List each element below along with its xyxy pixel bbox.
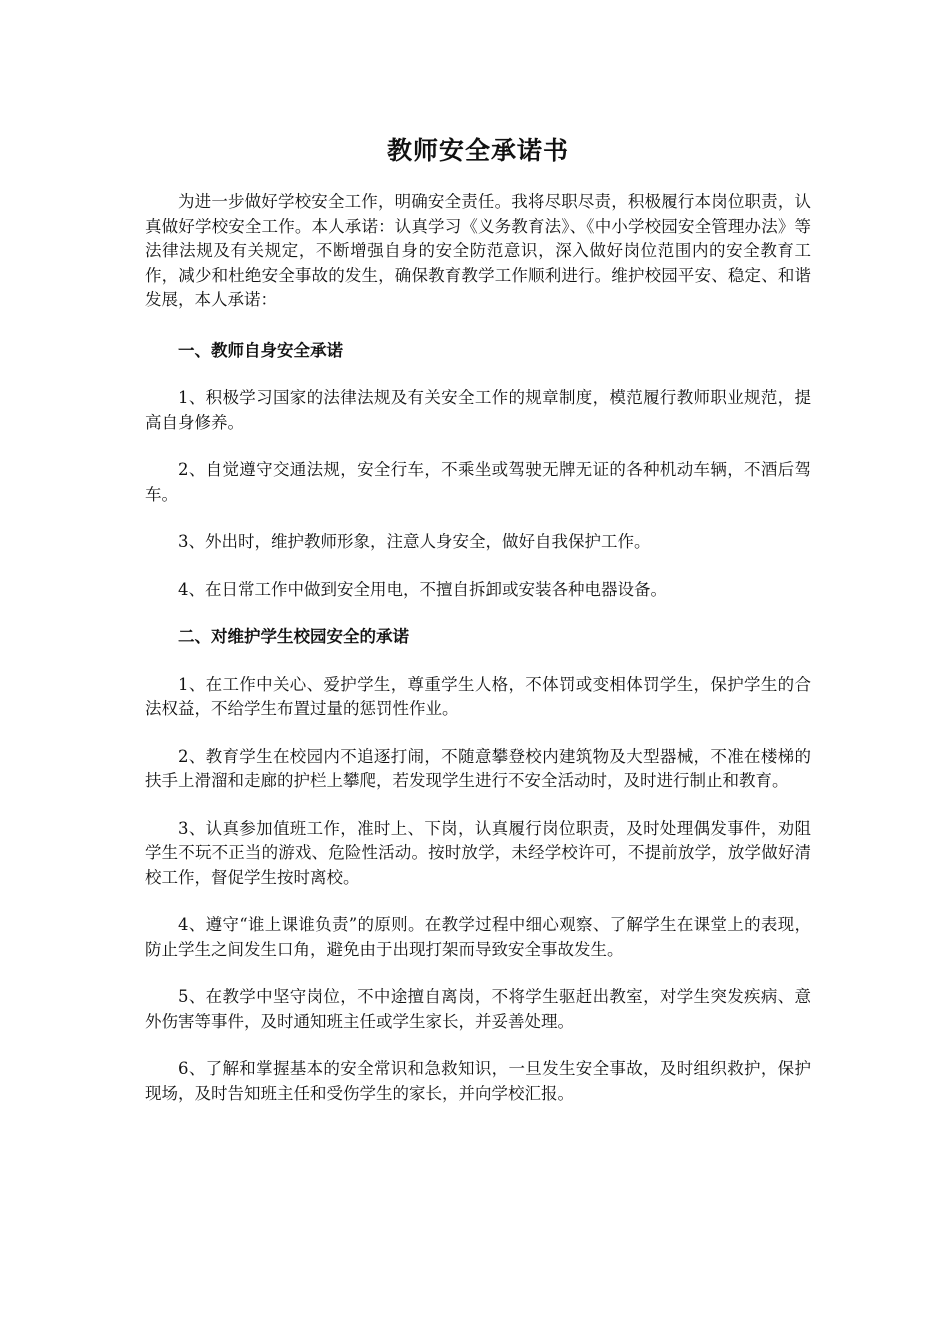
section-heading: 二、对维护学生校园安全的承诺 — [178, 627, 409, 646]
list-item: 2、自觉遵守交通法规，安全行车，不乘坐或驾驶无牌无证的各种机动车辆，不酒后驾车。 — [145, 460, 811, 504]
document-body — [145, 132, 811, 1129]
list-item: 6、了解和掌握基本的安全常识和急救知识，一旦发生安全事故，及时组织救护，保护现场，及时告知班主任和受伤学生的家长，并向学校汇报。 — [145, 1059, 811, 1103]
list-item: 4、在日常工作中做到安全用电，不擅自拆卸或安装各种电器设备。 — [178, 579, 667, 599]
list-item: 1、积极学习国家的法律法规及有关安全工作的规章制度，模范履行教师职业规范，提高自身修养。 — [145, 388, 811, 432]
list-item: 3、外出时，维护教师形象，注意人身安全，做好自我保护工作。 — [178, 532, 651, 551]
list-item: 2、教育学生在校园内不追逐打闹，不随意攀登校内建筑物及大型器械，不准在楼梯的扶手上滑溜和走廊的护栏上攀爬，若发现学生进行不安全活动时，及时进行制止和教育。 — [145, 746, 811, 790]
intro-paragraph: 为进一步做好学校安全工作，明确安全责任。我将尽职尽责，积极履行本岗位职责，认真做好学校安全工作。本人承诺：认真学习《义务教育法》、《中小学校园安全管理办法》等法律法规及有关规定，不断增强自身的安全防范意识，深入做好岗位范围内的安全教育工作，减少和杜绝安全事故的发生，确保教育教学工作顺利进行。维护校园平安、稳定、和谐发展，本人承诺： — [145, 192, 811, 309]
section-heading: 一、教师自身安全承诺 — [178, 340, 343, 360]
document-title: 教师安全承诺书 — [386, 136, 569, 165]
list-item: 3、认真参加值班工作，准时上、下岗，认真履行岗位职责，及时处理偶发事件，劝阻学生不玩不正当的游戏、危险性活动。按时放学，未经学校许可，不提前放学，放学做好清校工作，督促学生按时离校。 — [145, 818, 811, 887]
list-item: 5、在教学中坚守岗位，不中途擅自离岗，不将学生驱赶出教室，对学生突发疾病、意外伤害等事件，及时通知班主任或学生家长，并妥善处理。 — [145, 987, 811, 1031]
section-student-safety — [145, 625, 811, 1106]
list-item: 1、在工作中关心、爱护学生，尊重学生人格，不体罚或变相体罚学生，保护学生的合法权益，不给学生布置过量的惩罚性作业。 — [145, 674, 811, 718]
section-teacher-safety — [145, 339, 811, 603]
list-item: 4、遵守“谁上课谁负责”的原则。在教学过程中细心观察、了解学生在课堂上的表现，防止学生之间发生口角，避免由于出现打架而导致安全事故发生。 — [145, 915, 811, 959]
